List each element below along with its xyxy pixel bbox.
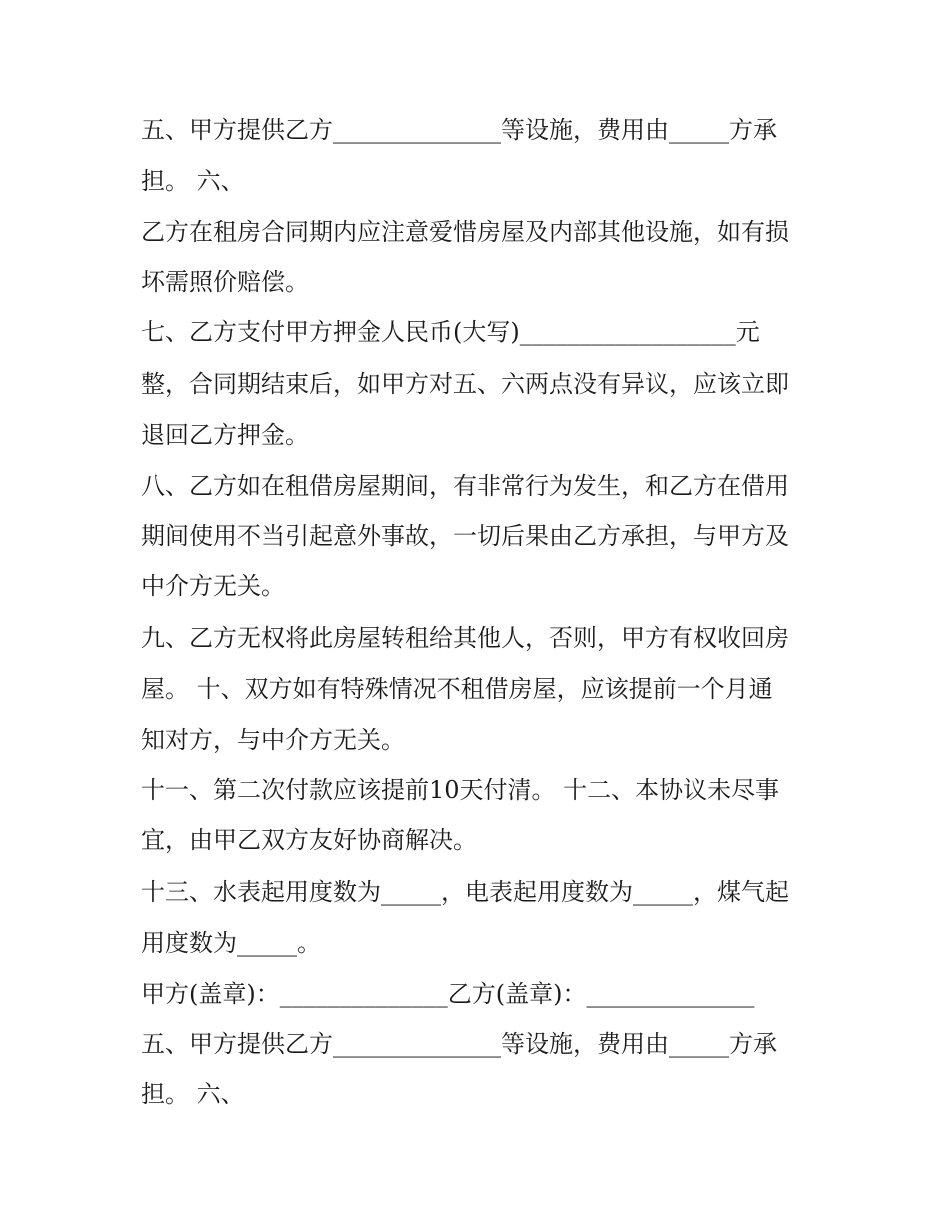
text-line: 期间使用不当引起意外事故，一切后果由乙方承担，与甲方及 <box>141 522 789 550</box>
text-line: 担。 六、 <box>141 1080 245 1108</box>
text-line: 八、乙方如在租借房屋期间，有非常行为发生，和乙方在借用 <box>141 472 789 500</box>
text-line: 十一、第二次付款应该提前10天付清。 十二、本协议未尽事 <box>141 776 780 804</box>
text-line: 用度数为_____。 <box>141 929 321 957</box>
text-line: 五、甲方提供乙方______________等设施，费用由_____方承 <box>141 116 777 144</box>
text-line: 中介方无关。 <box>141 572 285 600</box>
signature-line: 甲方(盖章)：______________乙方(盖章)：______________ <box>141 980 755 1008</box>
text-line: 屋。 十、双方如有特殊情况不租借房屋，应该提前一个月通 <box>141 675 773 703</box>
text-line: 九、乙方无权将此房屋转租给其他人，否则，甲方有权收回房 <box>141 624 789 652</box>
text-line: 整，合同期结束后，如甲方对五、六两点没有异议，应该立即 <box>141 370 789 398</box>
text-line: 知对方，与中介方无关。 <box>141 726 405 754</box>
text-line: 担。 六、 <box>141 167 245 195</box>
text-line: 五、甲方提供乙方______________等设施，费用由_____方承 <box>141 1030 777 1058</box>
text-line: 坏需照价赔偿。 <box>141 268 309 296</box>
text-line: 七、乙方支付甲方押金人民币(大写)__________________元 <box>141 318 760 346</box>
text-line: 退回乙方押金。 <box>141 421 309 449</box>
text-line: 宜，由甲乙双方友好协商解决。 <box>141 826 477 854</box>
text-line: 十三、水表起用度数为_____，电表起用度数为_____，煤气起 <box>141 878 789 906</box>
text-line: 乙方在租房合同期内应注意爱惜房屋及内部其他设施，如有损 <box>141 218 789 246</box>
